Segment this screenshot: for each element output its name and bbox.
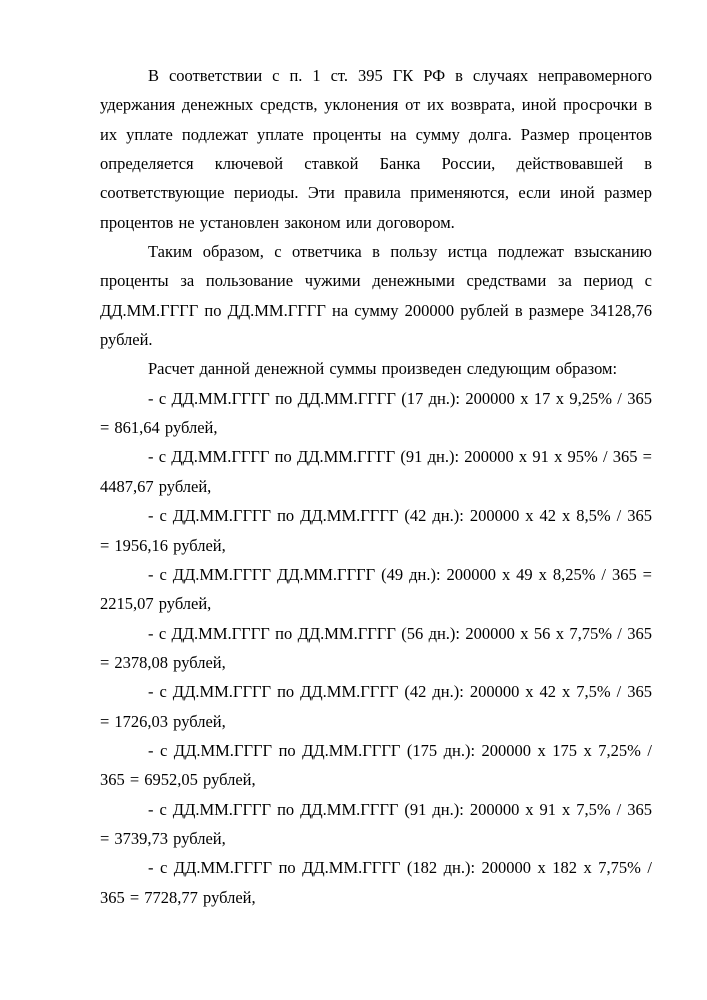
paragraph-calculation-intro: Расчет данной денежной суммы произведен следующим образом: [148, 359, 618, 379]
calculation-line-5: - с ДД.ММ.ГГГГ по ДД.ММ.ГГГГ (56 дн.): 200000 х 56 х 7,75% / 365 = 2378,08 рублей, [100, 623, 652, 672]
calculation-line-8: - с ДД.ММ.ГГГГ по ДД.ММ.ГГГГ (91 дн.): 200000 х 91 х 7,5% / 365 = 3739,73 рублей, [100, 799, 652, 848]
calculation-line-9: - с ДД.ММ.ГГГГ по ДД.ММ.ГГГГ (182 дн.): 200000 х 182 х 7,75% / 365 = 7728,77 рублей, [100, 858, 652, 907]
document-body [100, 61, 652, 912]
calculation-line-1: - с ДД.ММ.ГГГГ по ДД.ММ.ГГГГ (17 дн.): 200000 х 17 х 9,25% / 365 = 861,64 рублей, [100, 388, 652, 438]
paragraph-conclusion: Таким образом, с ответчика в пользу истца подлежат взысканию проценты за пользование чужими денежными средствами за период с ДД.ММ.ГГГГ по ДД.ММ.ГГГГ на сумму 200000 рублей в размере 34128,76 рублей. [100, 242, 652, 350]
calculation-line-2: - с ДД.ММ.ГГГГ по ДД.ММ.ГГГГ (91 дн.): 200000 х 91 х 95% / 365 = 4487,67 рублей, [100, 447, 652, 496]
calculation-line-4: - с ДД.ММ.ГГГГ ДД.ММ.ГГГГ (49 дн.): 200000 х 49 х 8,25% / 365 = 2215,07 рублей, [100, 564, 652, 614]
paragraph-law-reference: В соответствии с п. 1 ст. 395 ГК РФ в случаях неправомерного удержания денежных средств, уклонения от их возврата, иной просрочки в их уплате подлежат уплате проценты на сумму долга. Размер процентов определяется ключевой ставкой Банка России, действовавшей в соответствующие периоды. Эти правила применяются, если иной размер процентов не установлен законом или договором. [100, 66, 652, 232]
calculation-line-3: - с ДД.ММ.ГГГГ по ДД.ММ.ГГГГ (42 дн.): 200000 х 42 х 8,5% / 365 = 1956,16 рублей, [100, 506, 652, 555]
calculation-line-7: - с ДД.ММ.ГГГГ по ДД.ММ.ГГГГ (175 дн.): 200000 х 175 х 7,25% / 365 = 6952,05 рублей, [100, 740, 652, 790]
calculation-line-6: - с ДД.ММ.ГГГГ по ДД.ММ.ГГГГ (42 дн.): 200000 х 42 х 7,5% / 365 = 1726,03 рублей, [100, 682, 652, 731]
